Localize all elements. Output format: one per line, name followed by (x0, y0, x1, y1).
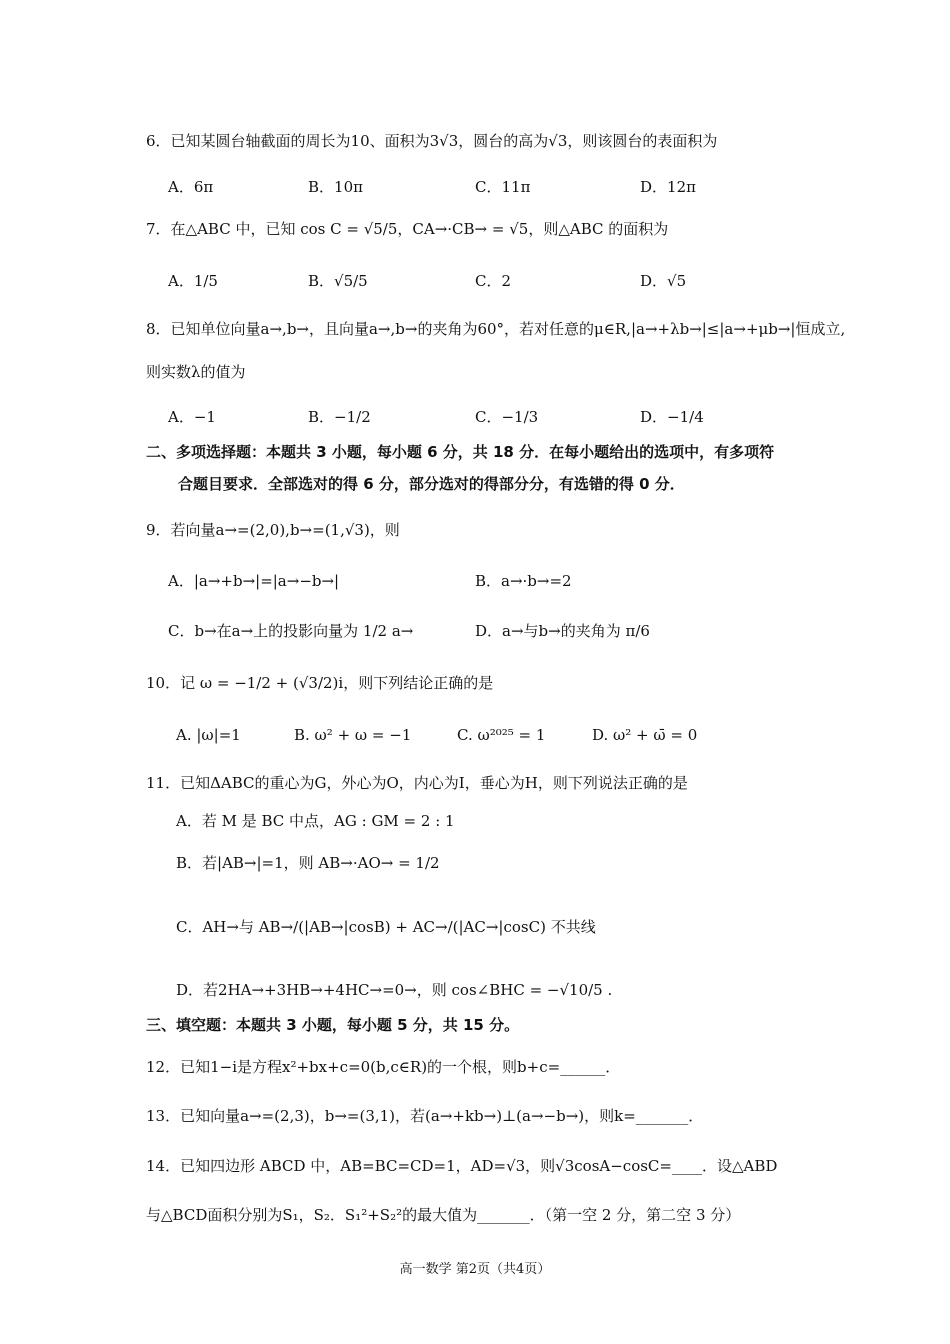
question-6-option-d: D．12π (640, 178, 696, 196)
question-8-stem-line2: 则实数λ的值为 (146, 363, 246, 381)
question-8-option-d: D．−1/4 (640, 408, 704, 426)
section-2-heading-line1: 二、多项选择题：本题共 3 小题，每小题 6 分，共 18 分．在每小题给出的选项中，有多项符 (146, 443, 775, 461)
question-8-option-b: B．−1/2 (308, 408, 371, 426)
question-6-option-b: B．10π (308, 178, 363, 196)
question-8-stem-line1: 8．已知单位向量a→,b→，且向量a→,b→的夹角为60°，若对任意的μ∈R,|a→+λb→|≤|a→+μb→|恒成立, (146, 320, 846, 338)
question-10-option-d: D. ω² + ω̄ = 0 (592, 726, 698, 744)
question-10-option-a: A. |ω|=1 (176, 726, 241, 744)
question-7-stem: 7．在△ABC 中，已知 cos C = √5/5，CA→·CB→ = √5，则△ABC 的面积为 (146, 220, 669, 238)
question-9-option-c: C．b→在a→上的投影向量为 1/2 a→ (168, 622, 414, 640)
question-9-stem: 9．若向量a→=(2,0),b→=(1,√3)，则 (146, 521, 400, 539)
question-6-stem: 6．已知某圆台轴截面的周长为10、面积为3√3，圆台的高为√3，则该圆台的表面积为 (146, 132, 718, 150)
question-13: 13．已知向量a→=(2,3)，b→=(3,1)，若(a→+kb→)⊥(a→−b→)，则k=_______． (146, 1107, 704, 1125)
question-9-option-d: D．a→与b→的夹角为 π/6 (475, 622, 650, 640)
section-3-heading: 三、填空题：本题共 3 小题，每小题 5 分，共 15 分。 (146, 1016, 520, 1034)
question-7-option-a: A．1/5 (168, 272, 218, 290)
question-11-option-d: D．若2HA→+3HB→+4HC→=0→，则 cos∠BHC = −√10/5 . (176, 981, 613, 999)
question-7-option-c: C．2 (475, 272, 512, 290)
question-14-line2: 与△BCD面积分别为S₁，S₂．S₁²+S₂²的最大值为_______．（第一空 2 分，第二空 3 分） (146, 1206, 741, 1224)
question-9-option-a: A．|a→+b→|=|a→−b→| (168, 572, 340, 590)
question-11-option-b: B．若|AB→|=1，则 AB→·AO→ = 1/2 (176, 854, 440, 872)
question-10-option-c: C. ω²⁰²⁵ = 1 (457, 726, 546, 744)
question-14-line1: 14．已知四边形 ABCD 中，AB=BC=CD=1，AD=√3，则√3cosA−cosC=____．设△ABD (146, 1157, 778, 1175)
question-11-stem: 11．已知ΔABC的重心为G，外心为O，内心为I，垂心为H，则下列说法正确的是 (146, 774, 688, 792)
page-footer: 高一数学 第2页（共4页） (399, 1262, 551, 1277)
question-10-option-b: B. ω² + ω = −1 (294, 726, 412, 744)
question-8-option-c: C．−1/3 (475, 408, 539, 426)
question-12: 12．已知1−i是方程x²+bx+c=0(b,c∈R)的一个根，则b+c=______． (146, 1058, 621, 1076)
question-8-option-a: A．−1 (168, 408, 216, 426)
question-7-option-b: B．√5/5 (308, 272, 368, 290)
section-2-heading-line2: 合题目要求．全部选对的得 6 分，部分选对的得部分分，有选错的得 0 分． (178, 475, 685, 493)
question-11-option-c: C．AH→与 AB→/(|AB→|cosB) + AC→/(|AC→|cosC) 不共线 (176, 918, 596, 936)
question-10-stem: 10．记 ω = −1/2 + (√3/2)i，则下列结论正确的是 (146, 674, 494, 692)
question-9-option-b: B．a→·b→=2 (475, 572, 572, 590)
question-6-option-c: C．11π (475, 178, 531, 196)
question-11-option-a: A．若 M 是 BC 中点，AG : GM = 2 : 1 (176, 812, 455, 830)
question-7-option-d: D．√5 (640, 272, 687, 290)
question-6-option-a: A．6π (168, 178, 214, 196)
